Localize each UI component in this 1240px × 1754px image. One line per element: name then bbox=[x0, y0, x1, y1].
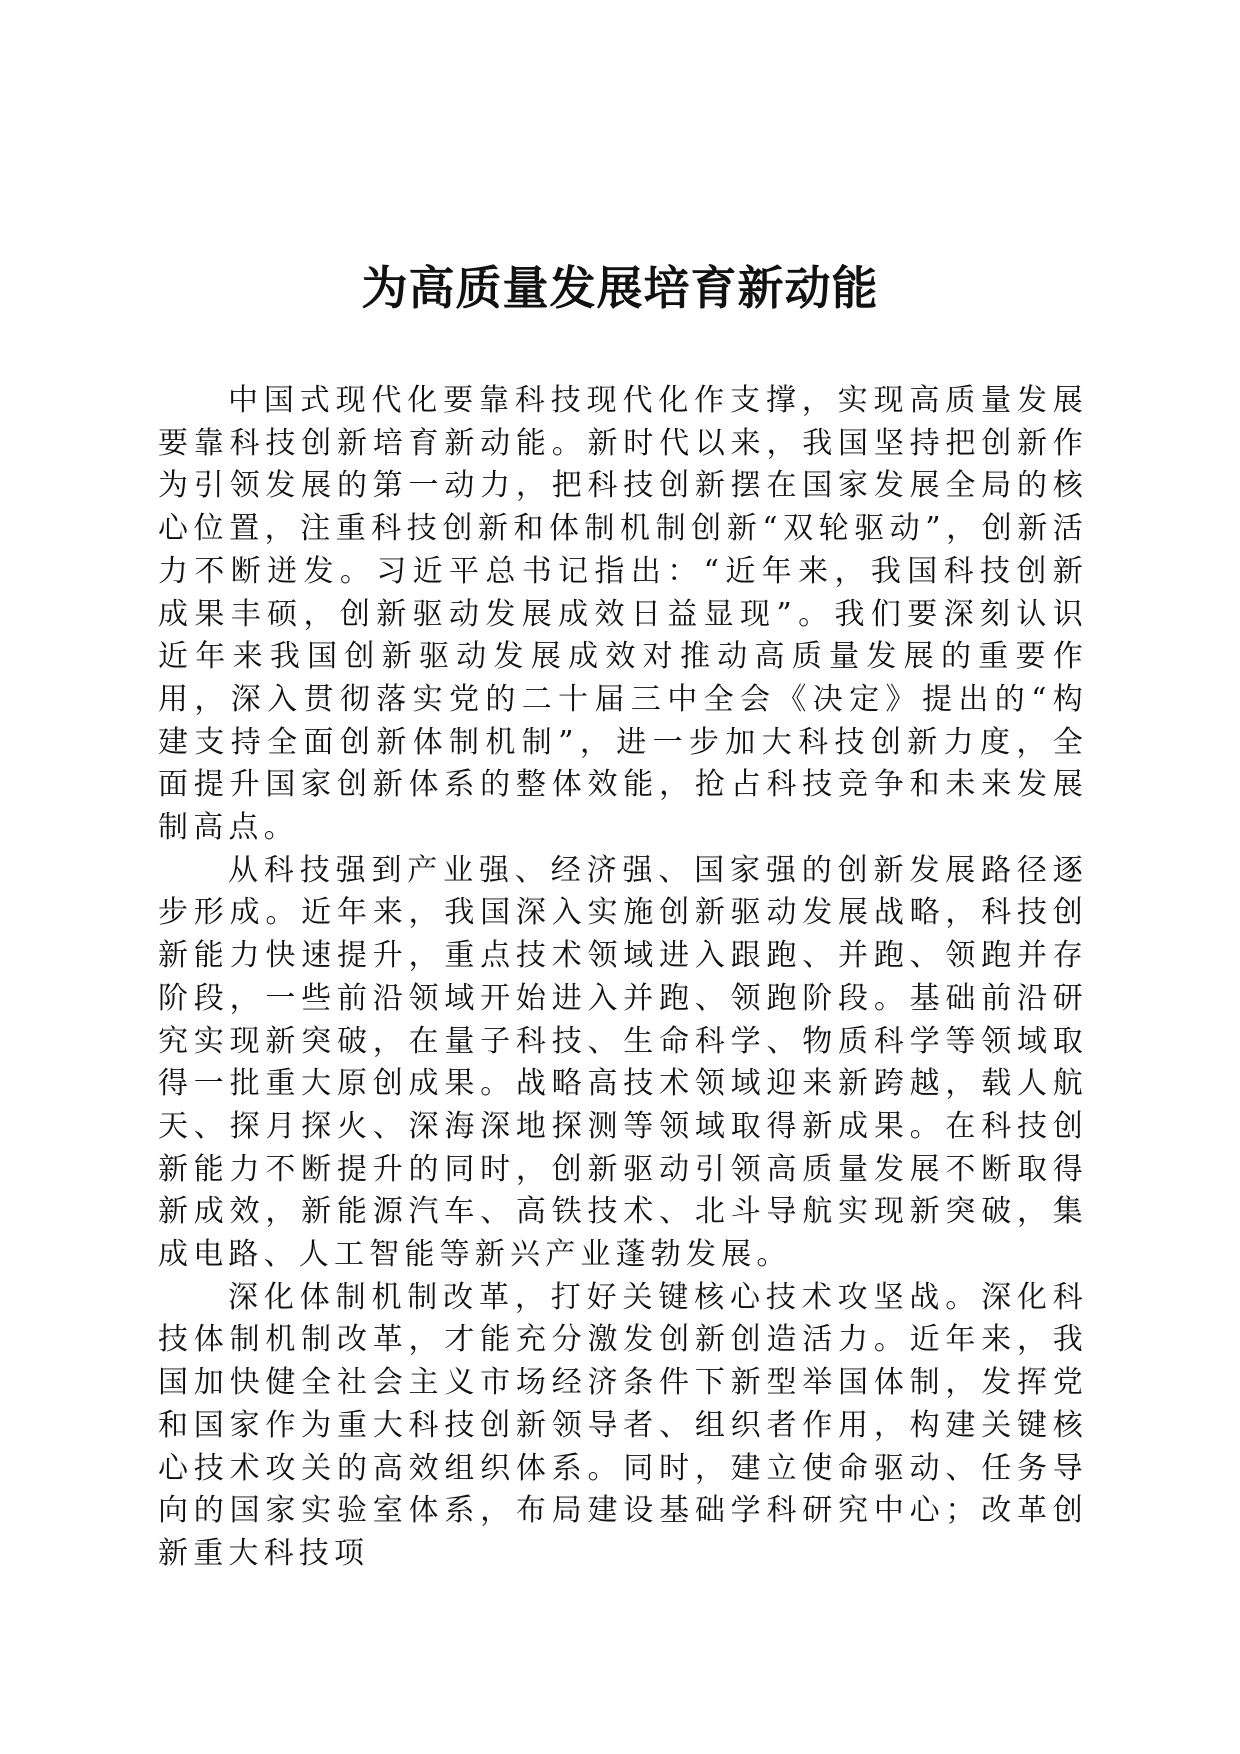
document-title: 为高质量发展培育新动能 bbox=[361, 261, 879, 315]
paragraph-1: 中国式现代化要靠科技现代化作支撑，实现高质量发展要靠科技创新培育新动能。新时代以来，我国坚持把创新作为引领发展的第一动力，把科技创新摆在国家发展全局的核心位置，注重科技创新和体制机制创新“双轮驱动”，创新活力不断迸发。习近平总书记指出：“近年来，我国科技创新成果丰硕，创新驱动发展成效日益显现”。我们要深刻认识近年来我国创新驱动发展成效对推动高质量发展的重要作用，深入贯彻落实党的二十届三中全会《决定》提出的“构建支持全面创新体制机制”，进一步加大科技创新力度，全面提升国家创新体系的整体效能，抢占科技竞争和未来发展制高点。 bbox=[158, 383, 1088, 846]
paragraph-3: 深化体制机制改革，打好关键核心技术攻坚战。深化科技体制机制改革，才能充分激发创新创造活力。近年来，我国加快健全社会主义市场经济条件下新型举国体制，发挥党和国家作为重大科技创新领导者、组织者作用，构建关键核心技术攻关的高效组织体系。同时，建立使命驱动、任务导向的国家实验室体系，布局建设基础学科研究中心；改革创新重大科技项 bbox=[158, 1279, 1088, 1571]
document-body bbox=[158, 380, 1088, 1576]
paragraph-2: 从科技强到产业强、经济强、国家强的创新发展路径逐步形成。近年来，我国深入实施创新驱动发展战略，科技创新能力快速提升，重点技术领域进入跟跑、并跑、领跑并存阶段，一些前沿领域开始进入并跑、领跑阶段。基础前沿研究实现新突破，在量子科技、生命科学、物质科学等领域取得一批重大原创成果。战略高技术领域迎来新跨越，载人航天、探月探火、深海深地探测等领域取得新成果。在科技创新能力不断提升的同时，创新驱动引领高质量发展不断取得新成效，新能源汽车、高铁技术、北斗导航实现新突破，集成电路、人工智能等新兴产业蓬勃发展。 bbox=[158, 852, 1088, 1273]
